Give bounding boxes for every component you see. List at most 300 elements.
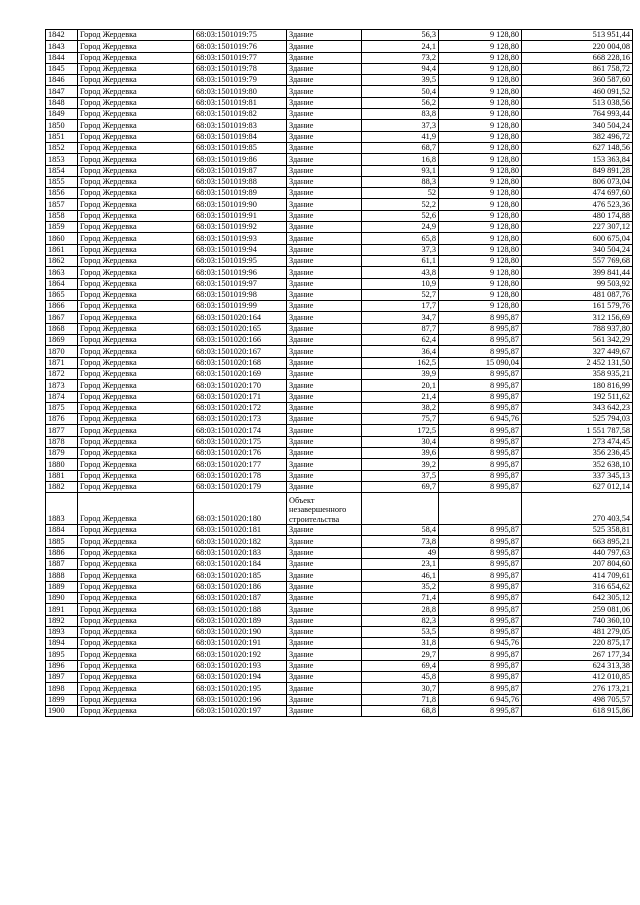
cadastral-value-cell: 861 758,72 xyxy=(522,63,633,74)
cadastral-value-cell: 642 305,12 xyxy=(522,592,633,603)
row-number: 1873 xyxy=(46,380,78,391)
locality-cell: Город Жердевка xyxy=(78,222,194,233)
area-cell: 65,8 xyxy=(362,233,439,244)
area-cell: 39,6 xyxy=(362,447,439,458)
cadastral-value-cell: 207 804,60 xyxy=(522,559,633,570)
row-number: 1867 xyxy=(46,312,78,323)
row-number: 1898 xyxy=(46,683,78,694)
unit-price-cell: 9 128,80 xyxy=(439,267,522,278)
row-number: 1863 xyxy=(46,267,78,278)
row-number: 1854 xyxy=(46,165,78,176)
area-cell: 37,3 xyxy=(362,244,439,255)
object-type-cell: Здание xyxy=(287,459,362,470)
object-type-cell: Здание xyxy=(287,525,362,536)
unit-price-cell: 8 995,87 xyxy=(439,705,522,716)
table-row xyxy=(46,380,633,391)
object-type-cell: Здание xyxy=(287,63,362,74)
cadastral-number-cell: 68:03:1501020:169 xyxy=(194,368,287,379)
table-row xyxy=(46,154,633,165)
row-number: 1882 xyxy=(46,481,78,492)
cadastral-value-cell: 227 307,12 xyxy=(522,222,633,233)
table-row xyxy=(46,323,633,334)
area-cell: 58,4 xyxy=(362,525,439,536)
cadastral-number-cell: 68:03:1501020:182 xyxy=(194,536,287,547)
locality-cell: Город Жердевка xyxy=(78,436,194,447)
locality-cell: Город Жердевка xyxy=(78,705,194,716)
unit-price-cell: 9 128,80 xyxy=(439,244,522,255)
object-type-cell: Здание xyxy=(287,244,362,255)
object-type-cell: Здание xyxy=(287,649,362,660)
table-row xyxy=(46,626,633,637)
table-row xyxy=(46,244,633,255)
area-cell: 52 xyxy=(362,188,439,199)
locality-cell: Город Жердевка xyxy=(78,425,194,436)
unit-price-cell: 6 945,76 xyxy=(439,694,522,705)
object-type-cell: Здание xyxy=(287,30,362,41)
area-cell: 24,1 xyxy=(362,41,439,52)
object-type-cell: Здание xyxy=(287,312,362,323)
cadastral-number-cell: 68:03:1501020:187 xyxy=(194,592,287,603)
row-number: 1878 xyxy=(46,436,78,447)
locality-cell: Город Жердевка xyxy=(78,188,194,199)
locality-cell: Город Жердевка xyxy=(78,368,194,379)
area-cell: 31,8 xyxy=(362,638,439,649)
table-row xyxy=(46,346,633,357)
locality-cell: Город Жердевка xyxy=(78,63,194,74)
cadastral-number-cell: 68:03:1501020:180 xyxy=(194,493,287,525)
cadastral-number-cell: 68:03:1501019:83 xyxy=(194,120,287,131)
row-number: 1848 xyxy=(46,97,78,108)
table-row xyxy=(46,581,633,592)
table-row xyxy=(46,52,633,63)
unit-price-cell: 9 128,80 xyxy=(439,75,522,86)
unit-price-cell: 9 128,80 xyxy=(439,97,522,108)
cadastral-number-cell: 68:03:1501019:96 xyxy=(194,267,287,278)
table-row xyxy=(46,176,633,187)
area-cell: 88,3 xyxy=(362,176,439,187)
object-type-cell: Здание xyxy=(287,154,362,165)
table-row xyxy=(46,470,633,481)
object-type-cell: Объект незавершенного строительства xyxy=(287,493,362,525)
cadastral-number-cell: 68:03:1501019:91 xyxy=(194,210,287,221)
table-row xyxy=(46,638,633,649)
unit-price-cell: 8 995,87 xyxy=(439,649,522,660)
area-cell: 94,4 xyxy=(362,63,439,74)
table-row xyxy=(46,547,633,558)
row-number: 1845 xyxy=(46,63,78,74)
cadastral-number-cell: 68:03:1501019:98 xyxy=(194,289,287,300)
unit-price-cell: 6 945,76 xyxy=(439,414,522,425)
row-number: 1859 xyxy=(46,222,78,233)
row-number: 1856 xyxy=(46,188,78,199)
cadastral-number-cell: 68:03:1501019:80 xyxy=(194,86,287,97)
row-number: 1852 xyxy=(46,142,78,153)
cadastral-value-cell: 273 474,45 xyxy=(522,436,633,447)
cadastral-value-cell: 352 638,10 xyxy=(522,459,633,470)
object-type-cell: Здание xyxy=(287,301,362,312)
locality-cell: Город Жердевка xyxy=(78,357,194,368)
area-cell: 83,8 xyxy=(362,109,439,120)
row-number: 1865 xyxy=(46,289,78,300)
area-cell: 50,4 xyxy=(362,86,439,97)
unit-price-cell: 8 995,87 xyxy=(439,592,522,603)
table-row xyxy=(46,694,633,705)
object-type-cell: Здание xyxy=(287,481,362,492)
locality-cell: Город Жердевка xyxy=(78,75,194,86)
table-row xyxy=(46,536,633,547)
cadastral-number-cell: 68:03:1501019:90 xyxy=(194,199,287,210)
row-number: 1851 xyxy=(46,131,78,142)
unit-price-cell: 9 128,80 xyxy=(439,142,522,153)
locality-cell: Город Жердевка xyxy=(78,255,194,266)
object-type-cell: Здание xyxy=(287,222,362,233)
row-number: 1886 xyxy=(46,547,78,558)
row-number: 1858 xyxy=(46,210,78,221)
row-number: 1876 xyxy=(46,414,78,425)
area-cell: 35,2 xyxy=(362,581,439,592)
cadastral-number-cell: 68:03:1501020:184 xyxy=(194,559,287,570)
unit-price-cell: 8 995,87 xyxy=(439,323,522,334)
unit-price-cell: 9 128,80 xyxy=(439,222,522,233)
unit-price-cell: 9 128,80 xyxy=(439,188,522,199)
row-number: 1887 xyxy=(46,559,78,570)
unit-price-cell: 9 128,80 xyxy=(439,301,522,312)
table-row xyxy=(46,425,633,436)
locality-cell: Город Жердевка xyxy=(78,547,194,558)
unit-price-cell: 9 128,80 xyxy=(439,289,522,300)
cadastral-number-cell: 68:03:1501020:192 xyxy=(194,649,287,660)
object-type-cell: Здание xyxy=(287,592,362,603)
document-sheet xyxy=(45,29,633,717)
cadastral-value-cell: 561 342,29 xyxy=(522,335,633,346)
unit-price-cell: 9 128,80 xyxy=(439,210,522,221)
cadastral-value-cell: 327 449,67 xyxy=(522,346,633,357)
area-cell: 62,4 xyxy=(362,335,439,346)
table-row xyxy=(46,559,633,570)
area-cell: 68,7 xyxy=(362,142,439,153)
row-number: 1870 xyxy=(46,346,78,357)
cadastral-value-cell: 498 705,57 xyxy=(522,694,633,705)
locality-cell: Город Жердевка xyxy=(78,233,194,244)
table-row xyxy=(46,592,633,603)
row-number: 1855 xyxy=(46,176,78,187)
row-number: 1899 xyxy=(46,694,78,705)
cadastral-value-cell: 764 993,44 xyxy=(522,109,633,120)
object-type-cell: Здание xyxy=(287,289,362,300)
table-row xyxy=(46,459,633,470)
locality-cell: Город Жердевка xyxy=(78,649,194,660)
unit-price-cell: 8 995,87 xyxy=(439,547,522,558)
table-row xyxy=(46,120,633,131)
unit-price-cell: 9 128,80 xyxy=(439,109,522,120)
unit-price-cell: 9 128,80 xyxy=(439,233,522,244)
table-row xyxy=(46,255,633,266)
object-type-cell: Здание xyxy=(287,176,362,187)
object-type-cell: Здание xyxy=(287,425,362,436)
unit-price-cell: 8 995,87 xyxy=(439,604,522,615)
locality-cell: Город Жердевка xyxy=(78,559,194,570)
area-cell: 172,5 xyxy=(362,425,439,436)
cadastral-number-cell: 68:03:1501019:93 xyxy=(194,233,287,244)
area-cell: 39,9 xyxy=(362,368,439,379)
unit-price-cell: 8 995,87 xyxy=(439,470,522,481)
locality-cell: Город Жердевка xyxy=(78,525,194,536)
table-row xyxy=(46,63,633,74)
area-cell: 10,9 xyxy=(362,278,439,289)
object-type-cell: Здание xyxy=(287,188,362,199)
unit-price-cell: 8 995,87 xyxy=(439,436,522,447)
object-type-cell: Здание xyxy=(287,255,362,266)
row-number: 1879 xyxy=(46,447,78,458)
cadastral-number-cell: 68:03:1501020:166 xyxy=(194,335,287,346)
locality-cell: Город Жердевка xyxy=(78,131,194,142)
row-number: 1892 xyxy=(46,615,78,626)
object-type-cell: Здание xyxy=(287,86,362,97)
area-cell xyxy=(362,493,439,525)
row-number: 1890 xyxy=(46,592,78,603)
row-number: 1860 xyxy=(46,233,78,244)
object-type-cell: Здание xyxy=(287,142,362,153)
locality-cell: Город Жердевка xyxy=(78,210,194,221)
cadastral-number-cell: 68:03:1501020:188 xyxy=(194,604,287,615)
cadastral-number-cell: 68:03:1501019:86 xyxy=(194,154,287,165)
cadastral-value-cell: 600 675,04 xyxy=(522,233,633,244)
object-type-cell: Здание xyxy=(287,335,362,346)
table-row xyxy=(46,267,633,278)
locality-cell: Город Жердевка xyxy=(78,199,194,210)
property-table xyxy=(45,29,633,717)
unit-price-cell: 8 995,87 xyxy=(439,683,522,694)
table-row xyxy=(46,402,633,413)
cadastral-value-cell: 340 504,24 xyxy=(522,120,633,131)
table-row xyxy=(46,447,633,458)
area-cell: 73,8 xyxy=(362,536,439,547)
table-row xyxy=(46,391,633,402)
cadastral-number-cell: 68:03:1501020:186 xyxy=(194,581,287,592)
object-type-cell: Здание xyxy=(287,604,362,615)
locality-cell: Город Жердевка xyxy=(78,30,194,41)
cadastral-number-cell: 68:03:1501019:77 xyxy=(194,52,287,63)
area-cell: 53,5 xyxy=(362,626,439,637)
unit-price-cell: 8 995,87 xyxy=(439,570,522,581)
area-cell: 69,7 xyxy=(362,481,439,492)
table-row xyxy=(46,86,633,97)
row-number: 1895 xyxy=(46,649,78,660)
object-type-cell: Здание xyxy=(287,470,362,481)
cadastral-number-cell: 68:03:1501019:79 xyxy=(194,75,287,86)
area-cell: 71,8 xyxy=(362,694,439,705)
row-number: 1842 xyxy=(46,30,78,41)
cadastral-number-cell: 68:03:1501019:92 xyxy=(194,222,287,233)
locality-cell: Город Жердевка xyxy=(78,447,194,458)
area-cell: 39,5 xyxy=(362,75,439,86)
cadastral-value-cell: 481 087,76 xyxy=(522,289,633,300)
row-number: 1881 xyxy=(46,470,78,481)
table-row xyxy=(46,199,633,210)
locality-cell: Город Жердевка xyxy=(78,52,194,63)
table-row xyxy=(46,289,633,300)
row-number: 1877 xyxy=(46,425,78,436)
row-number: 1844 xyxy=(46,52,78,63)
cadastral-value-cell: 337 345,13 xyxy=(522,470,633,481)
cadastral-number-cell: 68:03:1501020:175 xyxy=(194,436,287,447)
locality-cell: Город Жердевка xyxy=(78,86,194,97)
object-type-cell: Здание xyxy=(287,357,362,368)
cadastral-number-cell: 68:03:1501020:191 xyxy=(194,638,287,649)
locality-cell: Город Жердевка xyxy=(78,570,194,581)
row-number: 1864 xyxy=(46,278,78,289)
area-cell: 30,7 xyxy=(362,683,439,694)
table-row xyxy=(46,660,633,671)
cadastral-value-cell: 360 587,60 xyxy=(522,75,633,86)
cadastral-number-cell: 68:03:1501019:75 xyxy=(194,30,287,41)
row-number: 1884 xyxy=(46,525,78,536)
area-cell: 69,4 xyxy=(362,660,439,671)
locality-cell: Город Жердевка xyxy=(78,615,194,626)
cadastral-value-cell: 618 915,86 xyxy=(522,705,633,716)
cadastral-value-cell: 220 875,17 xyxy=(522,638,633,649)
table-row xyxy=(46,615,633,626)
unit-price-cell: 8 995,87 xyxy=(439,559,522,570)
cadastral-number-cell: 68:03:1501019:78 xyxy=(194,63,287,74)
table-row xyxy=(46,188,633,199)
unit-price-cell: 8 995,87 xyxy=(439,481,522,492)
unit-price-cell: 9 128,80 xyxy=(439,278,522,289)
cadastral-number-cell: 68:03:1501019:84 xyxy=(194,131,287,142)
table-row xyxy=(46,97,633,108)
unit-price-cell: 8 995,87 xyxy=(439,391,522,402)
cadastral-number-cell: 68:03:1501020:164 xyxy=(194,312,287,323)
cadastral-value-cell: 414 709,61 xyxy=(522,570,633,581)
locality-cell: Город Жердевка xyxy=(78,481,194,492)
area-cell: 23,1 xyxy=(362,559,439,570)
locality-cell: Город Жердевка xyxy=(78,694,194,705)
object-type-cell: Здание xyxy=(287,581,362,592)
locality-cell: Город Жердевка xyxy=(78,581,194,592)
unit-price-cell: 6 945,76 xyxy=(439,638,522,649)
object-type-cell: Здание xyxy=(287,368,362,379)
row-number: 1866 xyxy=(46,301,78,312)
unit-price-cell: 9 128,80 xyxy=(439,52,522,63)
area-cell: 45,8 xyxy=(362,672,439,683)
cadastral-value-cell: 316 654,62 xyxy=(522,581,633,592)
object-type-cell: Здание xyxy=(287,233,362,244)
unit-price-cell: 9 128,80 xyxy=(439,199,522,210)
locality-cell: Город Жердевка xyxy=(78,244,194,255)
table-row xyxy=(46,30,633,41)
locality-cell: Город Жердевка xyxy=(78,391,194,402)
unit-price-cell: 8 995,87 xyxy=(439,402,522,413)
cadastral-value-cell: 480 174,88 xyxy=(522,210,633,221)
cadastral-number-cell: 68:03:1501020:179 xyxy=(194,481,287,492)
unit-price-cell: 9 128,80 xyxy=(439,176,522,187)
locality-cell: Город Жердевка xyxy=(78,493,194,525)
row-number: 1893 xyxy=(46,626,78,637)
locality-cell: Город Жердевка xyxy=(78,176,194,187)
locality-cell: Город Жердевка xyxy=(78,301,194,312)
row-number: 1853 xyxy=(46,154,78,165)
area-cell: 29,7 xyxy=(362,649,439,660)
unit-price-cell: 8 995,87 xyxy=(439,312,522,323)
object-type-cell: Здание xyxy=(287,694,362,705)
area-cell: 56,2 xyxy=(362,97,439,108)
object-type-cell: Здание xyxy=(287,638,362,649)
area-cell: 75,7 xyxy=(362,414,439,425)
cadastral-value-cell: 474 697,60 xyxy=(522,188,633,199)
locality-cell: Город Жердевка xyxy=(78,289,194,300)
table-row xyxy=(46,335,633,346)
area-cell: 20,1 xyxy=(362,380,439,391)
locality-cell: Город Жердевка xyxy=(78,154,194,165)
cadastral-number-cell: 68:03:1501020:190 xyxy=(194,626,287,637)
row-number: 1871 xyxy=(46,357,78,368)
locality-cell: Город Жердевка xyxy=(78,346,194,357)
table-body xyxy=(46,30,633,717)
area-cell: 52,2 xyxy=(362,199,439,210)
cadastral-value-cell: 161 579,76 xyxy=(522,301,633,312)
unit-price-cell: 8 995,87 xyxy=(439,447,522,458)
row-number: 1891 xyxy=(46,604,78,615)
unit-price-cell: 8 995,87 xyxy=(439,672,522,683)
table-row xyxy=(46,649,633,660)
row-number: 1849 xyxy=(46,109,78,120)
row-number: 1862 xyxy=(46,255,78,266)
table-row xyxy=(46,368,633,379)
cadastral-number-cell: 68:03:1501019:94 xyxy=(194,244,287,255)
locality-cell: Город Жердевка xyxy=(78,267,194,278)
area-cell: 52,6 xyxy=(362,210,439,221)
cadastral-value-cell: 663 895,21 xyxy=(522,536,633,547)
object-type-cell: Здание xyxy=(287,120,362,131)
object-type-cell: Здание xyxy=(287,559,362,570)
locality-cell: Город Жердевка xyxy=(78,97,194,108)
object-type-cell: Здание xyxy=(287,380,362,391)
row-number: 1889 xyxy=(46,581,78,592)
cadastral-value-cell: 849 891,28 xyxy=(522,165,633,176)
table-row xyxy=(46,604,633,615)
cadastral-number-cell: 68:03:1501020:165 xyxy=(194,323,287,334)
area-cell: 46,1 xyxy=(362,570,439,581)
table-row xyxy=(46,357,633,368)
row-number: 1874 xyxy=(46,391,78,402)
cadastral-number-cell: 68:03:1501019:81 xyxy=(194,97,287,108)
locality-cell: Город Жердевка xyxy=(78,470,194,481)
unit-price-cell: 9 128,80 xyxy=(439,41,522,52)
cadastral-value-cell: 180 816,99 xyxy=(522,380,633,391)
locality-cell: Город Жердевка xyxy=(78,683,194,694)
row-number: 1894 xyxy=(46,638,78,649)
cadastral-value-cell: 259 081,06 xyxy=(522,604,633,615)
row-number: 1843 xyxy=(46,41,78,52)
unit-price-cell: 9 128,80 xyxy=(439,131,522,142)
row-number: 1896 xyxy=(46,660,78,671)
cadastral-value-cell: 358 935,21 xyxy=(522,368,633,379)
object-type-cell: Здание xyxy=(287,52,362,63)
cadastral-number-cell: 68:03:1501020:183 xyxy=(194,547,287,558)
row-number: 1850 xyxy=(46,120,78,131)
cadastral-value-cell: 440 797,63 xyxy=(522,547,633,558)
cadastral-number-cell: 68:03:1501019:87 xyxy=(194,165,287,176)
cadastral-value-cell: 412 010,85 xyxy=(522,672,633,683)
cadastral-value-cell: 513 038,56 xyxy=(522,97,633,108)
table-row xyxy=(46,109,633,120)
locality-cell: Город Жердевка xyxy=(78,592,194,603)
object-type-cell: Здание xyxy=(287,75,362,86)
cadastral-value-cell: 627 148,56 xyxy=(522,142,633,153)
cadastral-value-cell: 788 937,80 xyxy=(522,323,633,334)
locality-cell: Город Жердевка xyxy=(78,638,194,649)
unit-price-cell: 9 128,80 xyxy=(439,86,522,97)
